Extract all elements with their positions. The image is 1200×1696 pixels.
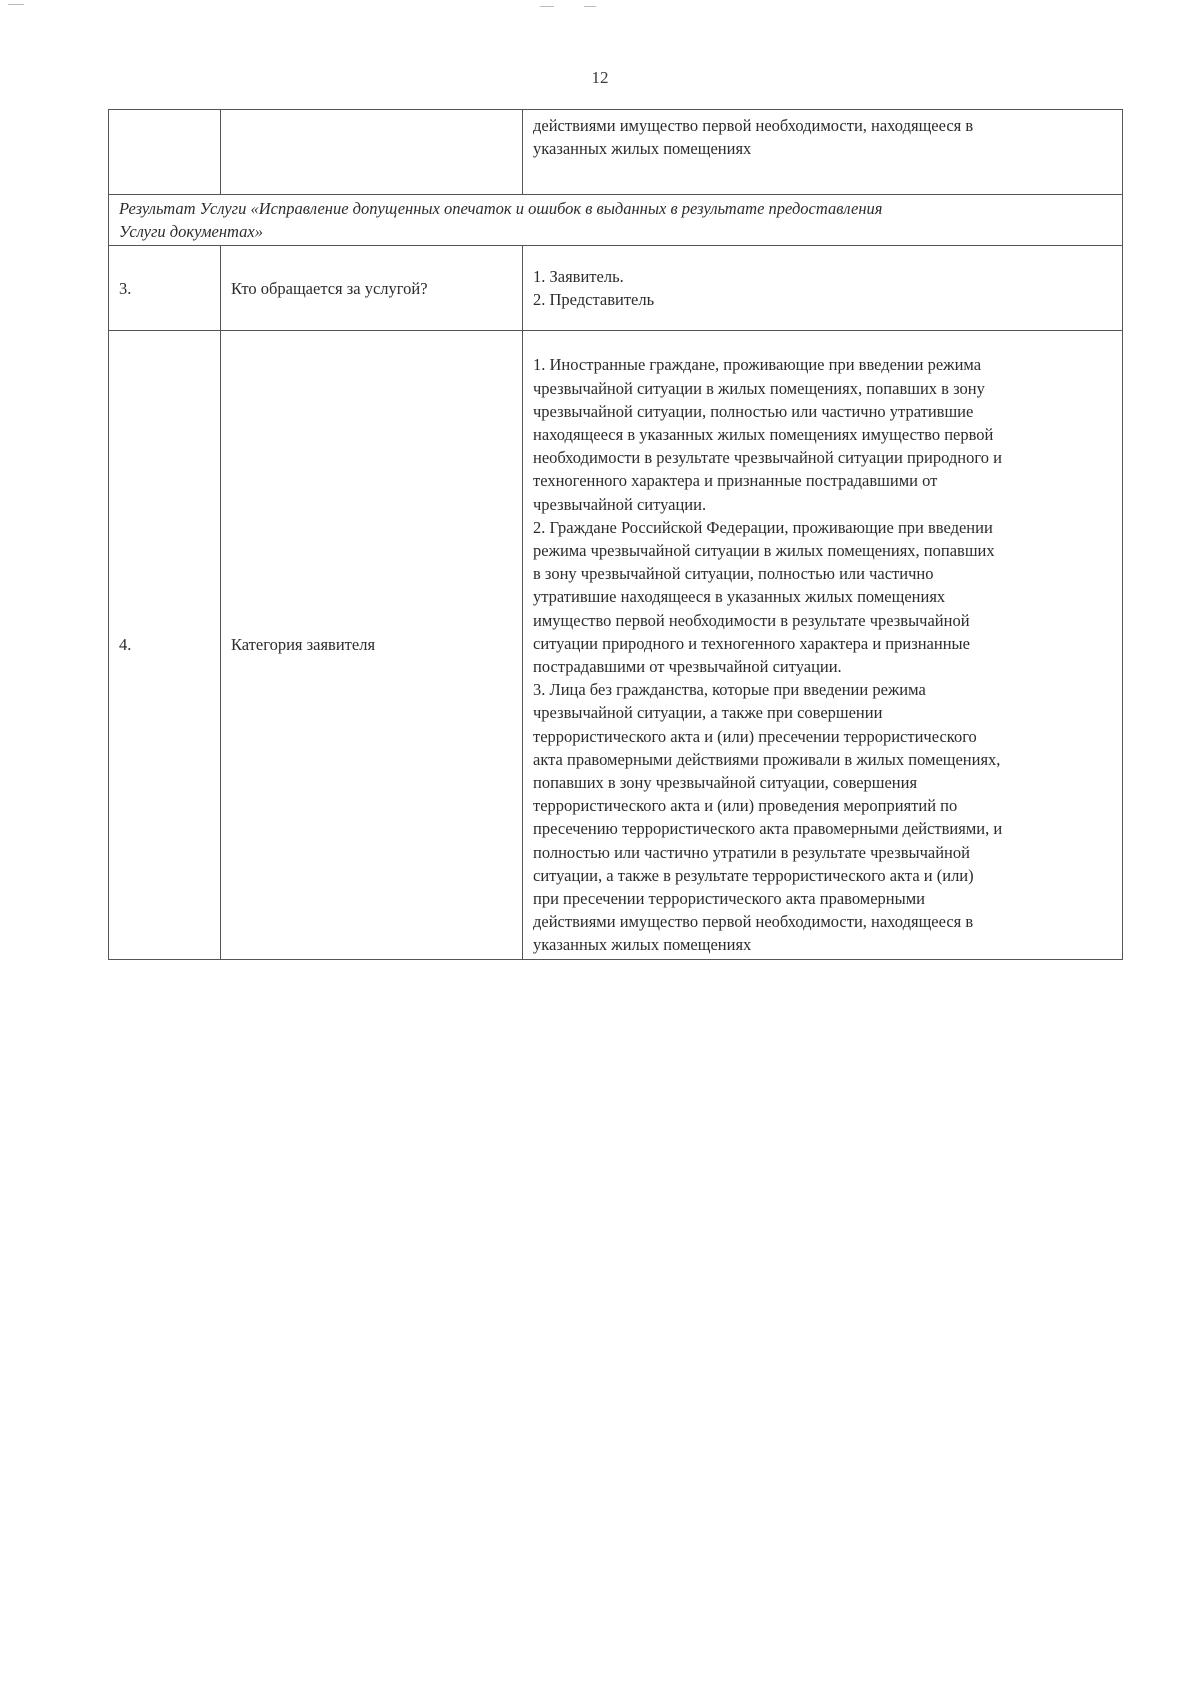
text-line: необходимости в результате чрезвычайной ситуации природного и (533, 448, 1002, 468)
text-line: 3. Лица без гражданства, которые при введении режима (533, 680, 926, 700)
text-line: акта правомерными действиями проживали в жилых помещениях, (533, 749, 1001, 769)
scan-mark (584, 6, 596, 7)
text-line: ситуации, а также в результате террористического акта и (или) (533, 865, 974, 885)
section-heading (109, 195, 1123, 246)
scan-mark (8, 4, 24, 5)
text-line: 2. Граждане Российской Федерации, проживающие при введении (533, 517, 993, 537)
text-line: пресечению террористического акта правомерными действиями, и (533, 819, 1003, 839)
scan-mark (540, 6, 554, 7)
cell-number: 3. (109, 246, 221, 331)
text-line: при пресечении террористического акта правомерными (533, 889, 925, 909)
cell-number (109, 110, 221, 195)
text-line: утратившие находящееся в указанных жилых помещениях (533, 587, 946, 607)
text-line: имущество первой необходимости в результате чрезвычайной (533, 610, 970, 630)
service-info-table (108, 109, 1123, 960)
page-number: 12 (591, 68, 609, 87)
text-line: ситуации природного и техногенного характера и признанные (533, 633, 970, 653)
text-line: террористического акта и (или) проведения мероприятий по (533, 796, 958, 816)
text-line: действиями имущество первой необходимости, находящееся в (533, 912, 974, 932)
text-line: полностью или частично утратили в результате чрезвычайной (533, 842, 970, 862)
text-line: указанных жилых помещениях (533, 935, 752, 955)
table-section-heading-row (109, 195, 1123, 246)
cell-number: 4. (109, 331, 221, 959)
text-line: чрезвычайной ситуации, полностью или частично утратившие (533, 401, 974, 421)
cell-label: Кто обращается за услугой? (221, 246, 523, 331)
text-line: Результат Услуги «Исправление допущенных опечаток и ошибок в выданных в результате предоставления (119, 199, 883, 218)
text-line: указанных жилых помещениях (533, 139, 752, 159)
text-line: чрезвычайной ситуации. (533, 494, 707, 514)
cell-label (221, 110, 523, 195)
text-line: в зону чрезвычайной ситуации, полностью или частично (533, 564, 934, 584)
text-line: действиями имущество первой необходимости, находящееся в (533, 116, 974, 135)
text-line: техногенного характера и признанные пострадавшими от (533, 471, 938, 491)
text-line: Услуги документах» (119, 222, 263, 242)
table-row-continued (109, 110, 1123, 195)
cell-value (523, 246, 1123, 331)
table-row-applicant-category (109, 331, 1123, 959)
text-line: пострадавшими от чрезвычайной ситуации. (533, 657, 842, 677)
text-line: чрезвычайной ситуации, а также при совершении (533, 703, 883, 723)
text-line: попавших в зону чрезвычайной ситуации, совершения (533, 773, 918, 793)
cell-label: Категория заявителя (221, 331, 523, 959)
cell-value (523, 110, 1123, 195)
table-row-applicant (109, 246, 1123, 331)
text-line: террористического акта и (или) пресечении террористического (533, 726, 977, 746)
text-line: 1. Заявитель. (533, 267, 624, 287)
text-line: чрезвычайной ситуации в жилых помещениях, попавших в зону (533, 378, 985, 398)
text-line: 2. Представитель (533, 290, 655, 310)
text-line: находящееся в указанных жилых помещениях имущество первой (533, 425, 994, 445)
text-line: 1. Иностранные граждане, проживающие при введении режима (533, 355, 982, 375)
cell-value (523, 331, 1123, 959)
text-line: режима чрезвычайной ситуации в жилых помещениях, попавших (533, 541, 995, 561)
